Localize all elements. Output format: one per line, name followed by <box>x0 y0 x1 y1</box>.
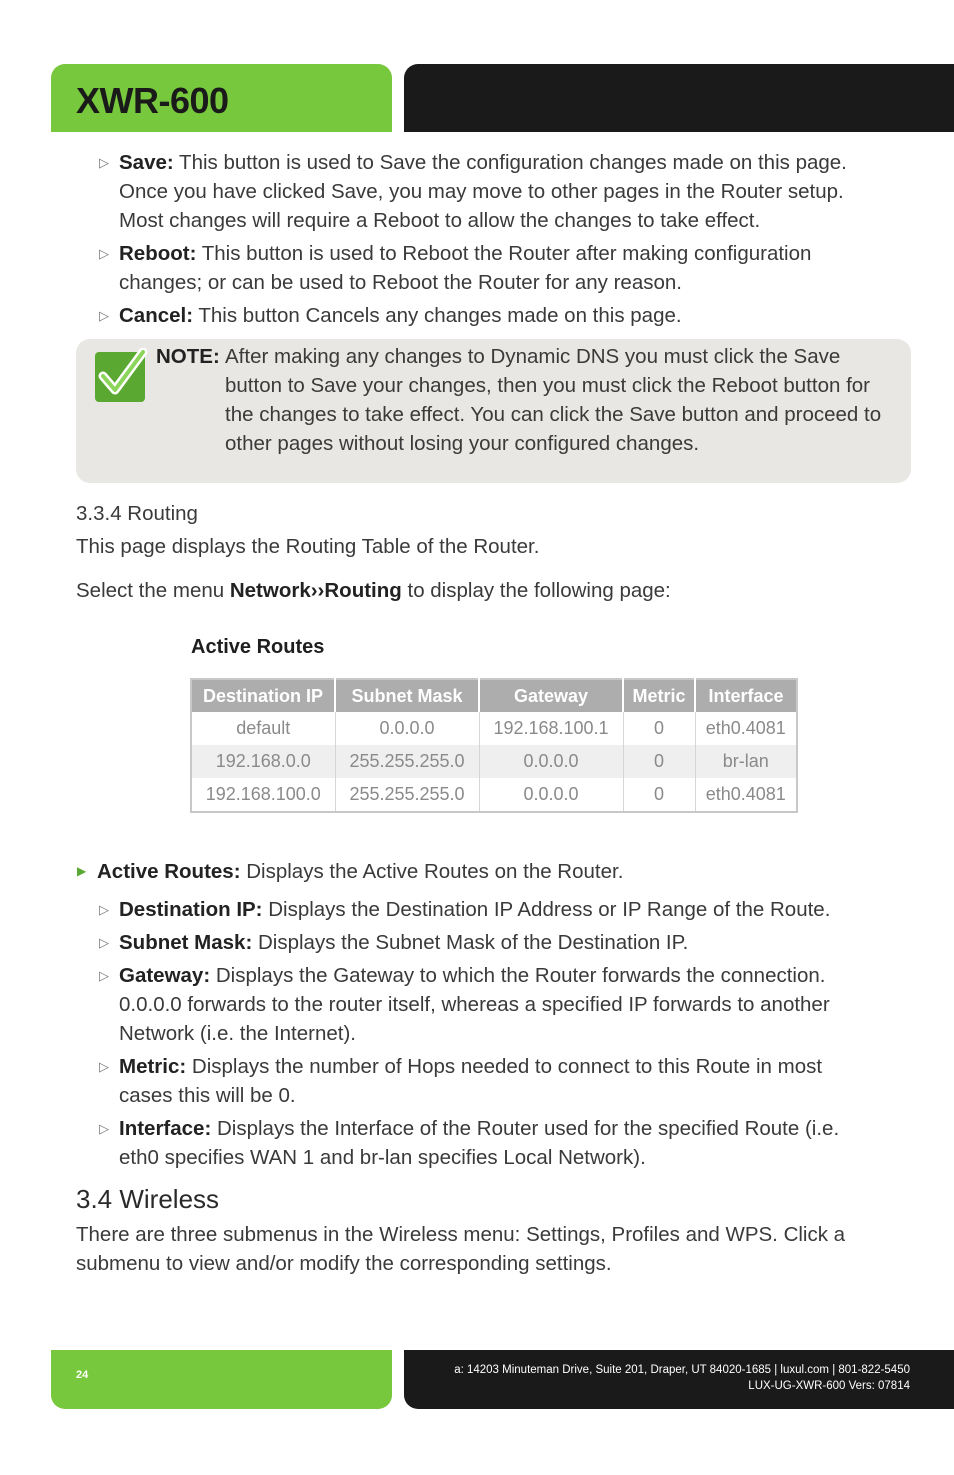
triangle-bullet-icon: ▷ <box>99 1121 109 1136</box>
menu-path: Network››Routing <box>229 579 402 602</box>
list-item <box>99 239 879 297</box>
triangle-bullet-icon: ▷ <box>99 155 109 170</box>
document-title: XWR-600 <box>76 80 229 121</box>
column-header: Destination IP <box>191 679 335 712</box>
bullet-term: Destination IP: <box>119 898 263 921</box>
section-heading: 3.3.4 Routing <box>76 502 198 525</box>
bullet-text: Displays the Subnet Mask of the Destination IP. <box>252 931 689 954</box>
bullet-term: Interface: <box>119 1117 212 1140</box>
table-cell: 0 <box>623 778 695 812</box>
bullet-text: Displays the Gateway to which the Router forwards the connection. 0.0.0.0 forwards to the router itself, whereas a specified IP forwards to another Network (i.e. the Internet). <box>119 964 830 1045</box>
triangle-bullet-icon: ▷ <box>99 308 109 323</box>
table-cell: 0.0.0.0 <box>335 712 479 745</box>
bullet-text: This button is used to Save the configuration changes made on this page. Once you have clicked Save, you may move to other pages in the Router setup. Most changes will require a Reboot to allow the changes to take effect. <box>119 151 847 232</box>
triangle-bullet-icon: ▷ <box>99 968 109 983</box>
list-item <box>99 928 879 957</box>
table-row <box>191 778 797 812</box>
section-heading: 3.4 Wireless <box>76 1184 220 1214</box>
bullet-text: Displays the number of Hops needed to connect to this Route in most cases this will be 0. <box>119 1055 823 1107</box>
column-header: Subnet Mask <box>335 679 479 712</box>
check-icon <box>95 348 151 402</box>
bullet-text: Displays the Destination IP Address or IP Range of the Route. <box>262 898 831 921</box>
table-cell: 0 <box>623 712 695 745</box>
table-cell: 0.0.0.0 <box>479 745 623 778</box>
paragraph: This page displays the Routing Table of the Router. <box>76 535 540 558</box>
triangle-bullet-icon: ▷ <box>99 935 109 950</box>
text: Select the menu <box>76 579 230 602</box>
bullet-term: Active Routes: <box>97 860 241 883</box>
bullet-term: Reboot: <box>119 242 197 265</box>
list-item <box>99 148 879 235</box>
list-item <box>99 1114 879 1172</box>
bullet-term: Gateway: <box>119 964 211 987</box>
bullet-term: Save: <box>119 151 174 174</box>
bullet-term: Metric: <box>119 1055 187 1078</box>
paragraph <box>76 576 671 605</box>
table-cell: 192.168.0.0 <box>191 745 335 778</box>
list-item <box>99 895 879 924</box>
column-header: Metric <box>623 679 695 712</box>
page-number: 24 <box>76 1369 89 1381</box>
table-cell: 192.168.100.0 <box>191 778 335 812</box>
table-cell: br-lan <box>695 745 797 778</box>
column-header: Interface <box>695 679 797 712</box>
triangle-bullet-icon: ▷ <box>99 246 109 261</box>
table-cell: eth0.4081 <box>705 718 786 738</box>
list-item <box>99 1052 879 1110</box>
bullet-text: Displays the Interface of the Router used for the specified Route (i.e. eth0 specifies WAN 1 and br-lan specifies Local Network). <box>119 1117 840 1169</box>
bullet-text: This button is used to Reboot the Router after making configuration changes; or can be used to Reboot the Router for any reason. <box>119 242 812 294</box>
bullet-text: This button Cancels any changes made on this page. <box>193 304 682 327</box>
bullet-term: Subnet Mask: <box>119 931 253 954</box>
footer-address: a: 14203 Minuteman Drive, Suite 201, Draper, UT 84020-1685 | luxul.com | 801-822-5450 <box>454 1364 910 1376</box>
header-black-bar <box>404 64 954 132</box>
list-item <box>77 857 897 886</box>
paragraph: There are three submenus in the Wireless menu: Settings, Profiles and WPS. Click a submenu to view and/or modify the corresponding settings. <box>76 1223 846 1275</box>
table-cell: 192.168.100.1 <box>479 712 623 745</box>
triangle-bullet-icon: ▷ <box>99 1059 109 1074</box>
bullet-term: Cancel: <box>119 304 194 327</box>
triangle-bullet-icon: ▷ <box>99 902 109 917</box>
note-text: After making any changes to Dynamic DNS you must click the Save button to Save your changes, then you must click the Reboot button for the changes to take effect. You can click the Save button and proceed to other pages without losing your configured changes. <box>225 345 882 455</box>
list-item <box>99 301 879 330</box>
table-cell: default <box>191 712 335 745</box>
table-row <box>191 712 797 745</box>
column-header: Gateway <box>479 679 623 712</box>
table-header-row <box>191 679 797 712</box>
routes-table <box>190 678 798 813</box>
table-cell: 255.255.255.0 <box>335 745 479 778</box>
table-cell: 0 <box>623 745 695 778</box>
list-item <box>99 961 879 1048</box>
footer-green-bar <box>51 1350 392 1409</box>
table-cell: 0.0.0.0 <box>479 778 623 812</box>
triangle-bullet-icon: ▶ <box>77 864 87 878</box>
text: to display the following page: <box>401 579 671 602</box>
footer-doc-version: LUX-UG-XWR-600 Vers: 07814 <box>748 1380 910 1392</box>
table-row <box>191 745 797 778</box>
bullet-text: Displays the Active Routes on the Router. <box>240 860 624 883</box>
table-cell: 255.255.255.0 <box>335 778 479 812</box>
table-cell: eth0.4081 <box>705 784 786 804</box>
active-routes-title: Active Routes <box>191 636 325 658</box>
footer-info <box>454 1362 910 1394</box>
note-label: NOTE: <box>156 345 220 368</box>
